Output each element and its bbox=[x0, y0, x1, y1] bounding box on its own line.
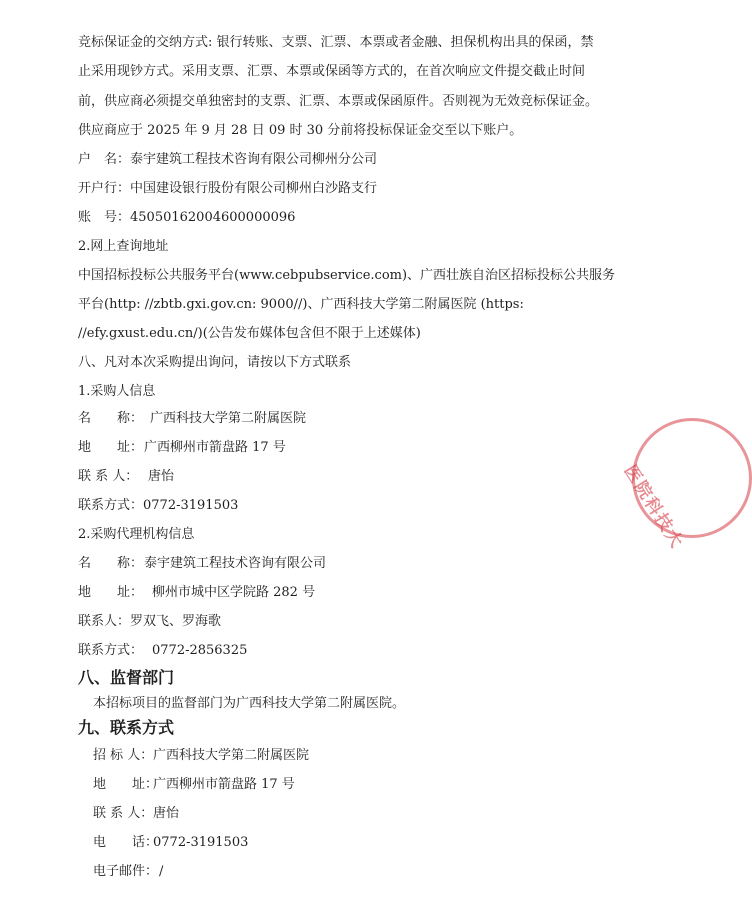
agency-phone-value: 0772-2856325 bbox=[152, 643, 248, 658]
contact-person-value: 唐怡 bbox=[153, 806, 180, 821]
purchaser-name-label: 名 称： bbox=[78, 411, 144, 426]
online-line-1: 中国招标投标公共服务平台(www.cebpubservice.com)、广西壮族自治区招标投标公共服务 bbox=[78, 268, 616, 283]
account-name-label: 户 名： bbox=[78, 152, 131, 167]
seal-text: 医院科技大 bbox=[619, 461, 688, 553]
deposit-line-3: 前，供应商必须提交单独密封的支票、汇票、本票或保函原件。否则视为无效竞标保证金。 bbox=[78, 94, 599, 109]
account-number-label: 账 号： bbox=[78, 210, 131, 225]
supervision-text: 本招标项目的监督部门为广西科技大学第二附属医院。 bbox=[93, 696, 406, 711]
account-name-value: 泰宇建筑工程技术咨询有限公司柳州分公司 bbox=[130, 152, 378, 167]
agency-name-label: 名 称： bbox=[78, 556, 144, 571]
tenderer-row bbox=[93, 747, 309, 765]
contact-person-row bbox=[93, 805, 179, 823]
contact-address-row bbox=[93, 776, 295, 794]
online-line-3: //efy.gxust.edu.cn/)(公告发布媒体包含但不限于上述媒体) bbox=[78, 326, 421, 341]
contact-address-label: 地 址： bbox=[93, 777, 159, 792]
contact-info-heading: 九、联系方式 bbox=[78, 718, 175, 737]
deposit-line-2: 止采用现钞方式。采用支票、汇票、本票或保函等方式的，在首次响应文件提交截止时间 bbox=[78, 64, 586, 79]
purchaser-phone-value: 0772-3191503 bbox=[143, 498, 239, 513]
tenderer-label: 招 标 人： bbox=[93, 748, 154, 763]
agency-contact-value: 罗双飞、罗海歌 bbox=[130, 614, 222, 629]
agency-phone-label: 联系方式： bbox=[78, 643, 144, 658]
contact-email-value: / bbox=[159, 864, 164, 879]
purchaser-contact-label: 联 系 人： bbox=[78, 469, 139, 484]
contact-phone-row bbox=[93, 834, 248, 852]
agency-address-value: 柳州市城中区学院路 282 号 bbox=[152, 585, 316, 600]
contact-phone-value: 0772-3191503 bbox=[153, 835, 249, 850]
account-number-row bbox=[78, 209, 295, 227]
contact-email-row bbox=[93, 863, 163, 881]
tenderer-value: 广西科技大学第二附属医院 bbox=[153, 748, 310, 763]
contact-address-value: 广西柳州市箭盘路 17 号 bbox=[153, 777, 295, 792]
deposit-line-4: 供应商应于 2025 年 9 月 28 日 09 时 30 分前将投标保证金交至以下账户。 bbox=[78, 123, 523, 138]
agency-contact-label: 联系人： bbox=[78, 614, 131, 629]
deposit-line-1: 竞标保证金的交纳方式: 银行转账、支票、汇票、本票或者金融、担保机构出具的保函，禁 bbox=[78, 35, 594, 50]
agency-contact-row bbox=[78, 613, 221, 631]
purchaser-address-label: 地 址： bbox=[78, 440, 144, 455]
official-seal bbox=[619, 418, 752, 553]
supervision-heading: 八、监督部门 bbox=[78, 668, 175, 687]
agency-address-label: 地 址： bbox=[78, 585, 144, 600]
online-line-2: 平台(http: //zbtb.gxi.gov.cn: 9000//)、广西科技大学第二附属医院 (https: bbox=[78, 297, 524, 312]
purchaser-phone-label: 联系方式： bbox=[78, 498, 144, 513]
purchaser-heading: 1.采购人信息 bbox=[78, 384, 156, 399]
contact-section-heading: 八、凡对本次采购提出询问，请按以下方式联系 bbox=[78, 355, 352, 370]
purchaser-contact-row bbox=[78, 468, 174, 486]
contact-phone-label: 电 话： bbox=[93, 835, 159, 850]
agency-name-row bbox=[78, 555, 326, 573]
account-name-row bbox=[78, 151, 377, 169]
purchaser-contact-value: 唐怡 bbox=[148, 469, 175, 484]
account-bank-row bbox=[78, 180, 377, 198]
purchaser-name-row bbox=[78, 410, 306, 428]
purchaser-address-row bbox=[78, 439, 286, 457]
contact-person-label: 联 系 人： bbox=[93, 806, 154, 821]
agency-name-value: 泰宇建筑工程技术咨询有限公司 bbox=[144, 556, 327, 571]
account-number-value: 45050162004600000096 bbox=[130, 210, 296, 225]
account-bank-label: 开户行： bbox=[78, 181, 131, 196]
agency-address-row bbox=[78, 584, 315, 602]
purchaser-name-value: 广西科技大学第二附属医院 bbox=[150, 411, 307, 426]
online-heading: 2.网上查询地址 bbox=[78, 239, 169, 254]
account-bank-value: 中国建设银行股份有限公司柳州白沙路支行 bbox=[130, 181, 378, 196]
purchaser-phone-row bbox=[78, 497, 238, 515]
purchaser-address-value: 广西柳州市箭盘路 17 号 bbox=[144, 440, 286, 455]
contact-email-label: 电子邮件： bbox=[93, 864, 159, 879]
agency-phone-row bbox=[78, 642, 247, 660]
agency-heading: 2.采购代理机构信息 bbox=[78, 527, 195, 542]
